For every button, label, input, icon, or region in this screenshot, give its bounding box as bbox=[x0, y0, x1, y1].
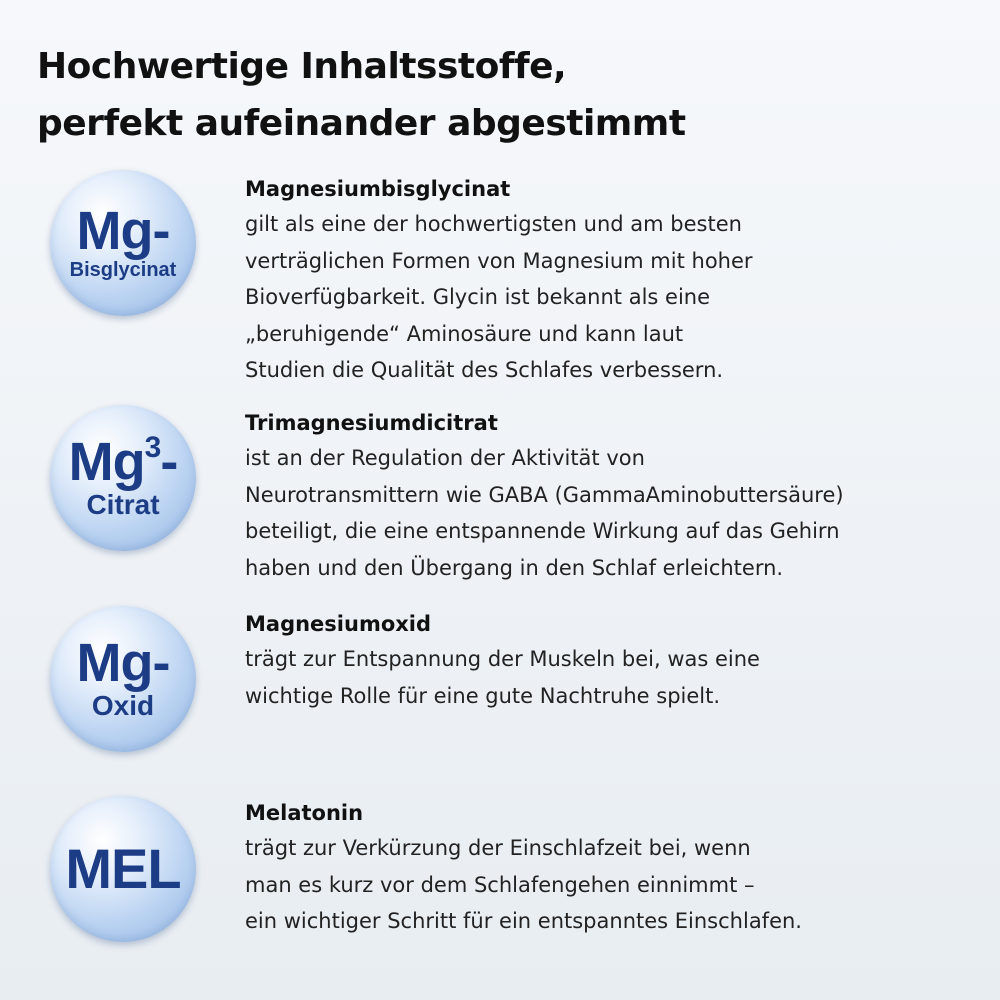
description-line: man es kurz vor dem Schlafengehen einnimmt – bbox=[245, 872, 755, 897]
mg-oxid-badge-icon bbox=[50, 606, 196, 752]
ingredient-text bbox=[245, 796, 985, 940]
headline-line-1: Hochwertige Inhaltsstoffe, bbox=[37, 46, 567, 87]
badge-sub-label: Citrat bbox=[86, 489, 160, 520]
ingredient-text bbox=[245, 406, 985, 586]
description-line: trägt zur Entspannung der Muskeln bei, was eine bbox=[245, 647, 760, 671]
ingredient-text bbox=[245, 607, 985, 714]
description-line: Neurotransmittern wie GABA (GammaAminobuttersäure) bbox=[245, 482, 844, 507]
description-line: Studien die Qualität des Schlafes verbessern. bbox=[245, 358, 724, 382]
mg-bisglycinat-badge-icon bbox=[50, 170, 196, 316]
headline-line-2: perfekt aufeinander abgestimmt bbox=[37, 103, 686, 144]
ingredient-description bbox=[245, 830, 985, 940]
badge-main-label bbox=[68, 431, 178, 492]
ingredient-description bbox=[245, 641, 985, 714]
description-line: beteiligt, die eine entspannende Wirkung auf das Gehirn bbox=[245, 519, 840, 543]
badge-superscript: 3 bbox=[144, 431, 161, 464]
description-line: ein wichtiger Schritt für ein entspanntes Einschlafen. bbox=[245, 909, 802, 933]
description-line: haben und den Übergang in den Schlaf erleichtern. bbox=[245, 555, 784, 580]
badge-main-label: Mg- bbox=[76, 633, 170, 693]
description-line: verträglichen Formen von Magnesium mit hoher bbox=[245, 248, 753, 273]
badge-main-label: MEL bbox=[65, 837, 181, 900]
ingredient-description bbox=[245, 206, 985, 389]
mg3-citrat-badge-icon bbox=[50, 405, 196, 551]
description-line: „beruhigende“ Aminosäure und kann laut bbox=[245, 321, 684, 346]
description-line: gilt als eine der hochwertigsten und am besten bbox=[245, 212, 742, 236]
page-headline bbox=[37, 38, 686, 152]
badge-sub-label: Oxid bbox=[91, 690, 155, 721]
ingredient-description bbox=[245, 440, 985, 586]
mel-badge-icon bbox=[50, 796, 196, 942]
description-line: trägt zur Verkürzung der Einschlafzeit bei, wenn bbox=[245, 836, 751, 860]
description-line: Bioverfügbarkeit. Glycin ist bekannt als eine bbox=[245, 285, 711, 309]
badge-main-label: Mg- bbox=[76, 201, 170, 261]
ingredient-name: Trimagnesiumdicitrat bbox=[245, 411, 498, 435]
ingredient-name: Melatonin bbox=[245, 801, 364, 825]
badge-main-symbol: Mg bbox=[68, 432, 145, 492]
badge-dash: - bbox=[160, 432, 178, 492]
ingredient-name: Magnesiumoxid bbox=[245, 612, 432, 636]
description-line: ist an der Regulation der Aktivität von bbox=[245, 446, 645, 470]
ingredient-text bbox=[245, 172, 985, 389]
badge-sub-label: Bisglycinat bbox=[69, 259, 177, 281]
description-line: wichtige Rolle für eine gute Nachtruhe spielt. bbox=[245, 683, 721, 708]
ingredient-name: Magnesiumbisglycinat bbox=[245, 177, 511, 201]
